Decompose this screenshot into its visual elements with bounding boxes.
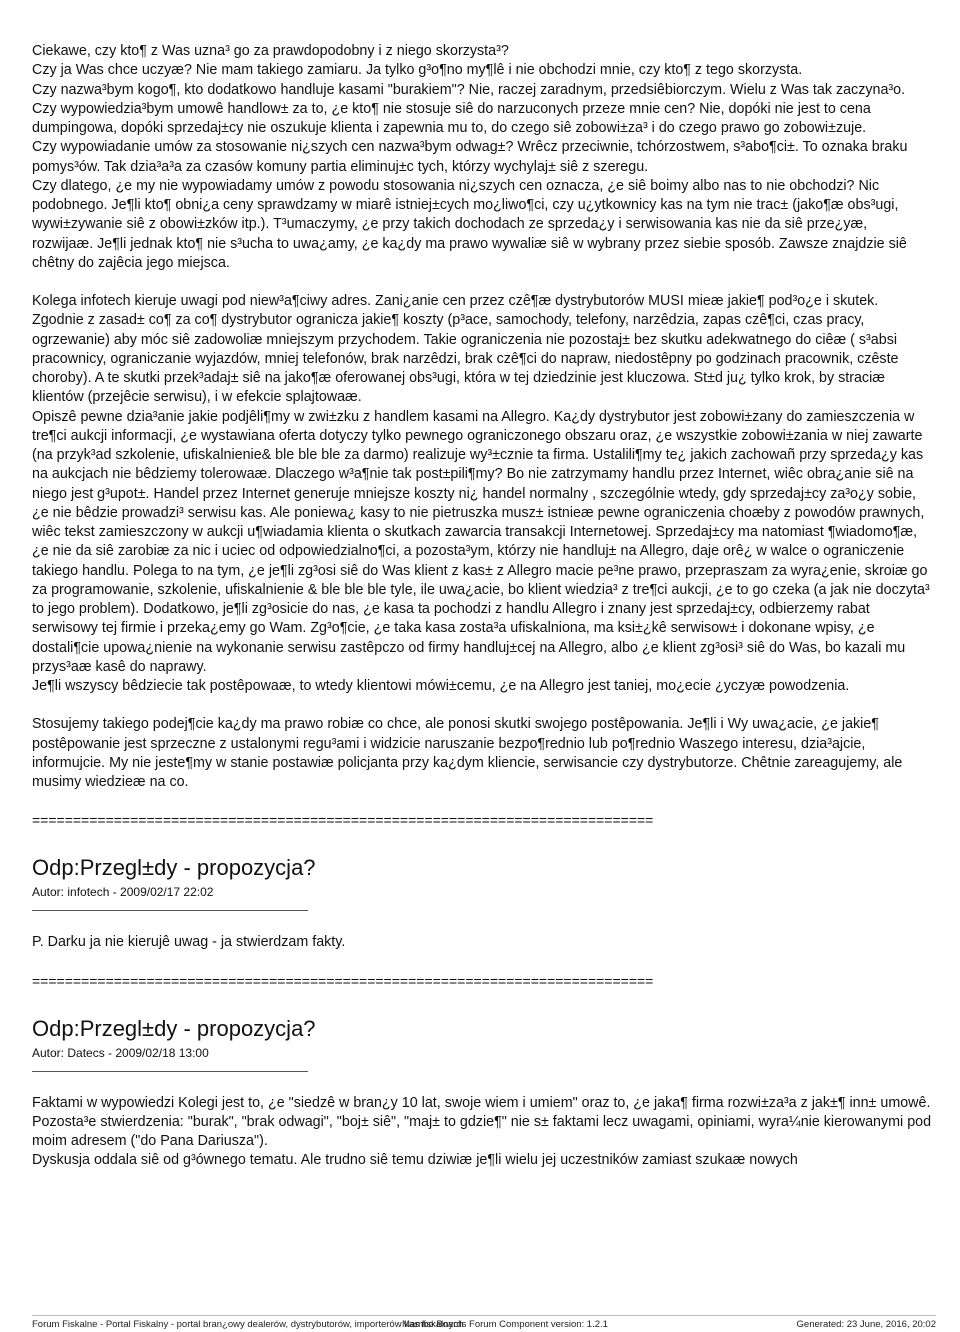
section-2 — [32, 292, 932, 696]
paragraph: Kolega infotech kieruje uwagi pod niew³a¶ciwy adres. Zani¿anie cen przez czê¶æ dystrybutorów MUSI mieæ jakie¶ pod³o¿e i skutek. Zgodnie z zasad± co¶ za co¶ dystrybutor ogranicza jakie¶ koszty (p³ace, samochody, telefony, narzêdzia, zapas czê¶ci, czas pracy, ogrzewanie) aby móc siê zadowoliæ mniejszym przychodem. Takie ograniczenia nie pozostaj± bez skutku adekwatnego do ciêæ ( s³absi pracownicy, ograniczanie wyjazdów, mniej telefonów, brak narzêdzi, brak czê¶ci do napraw, niedostêpny po godzinach pracownik, czêste choroby). A te skutki przek³adaj± siê na jako¶æ oferowanej obs³ugi, która w tej dziedzinie jest kluczowa. St±d ju¿ tylko krok, by straciæ klientów (przejêcie serwisu), i w efekcie splajtowaæ. — [32, 293, 899, 406]
post-meta: Autor: infotech - 2009/02/17 22:02 — [32, 885, 214, 900]
paragraph: Czy nazwa³bym kogo¶, kto dodatkowo handluje kasami "burakiem"? Nie, raczej zaradnym, przedsiêbiorczym. Wielu z Was tak zaczyna³o. — [32, 81, 906, 98]
paragraph: Stosujemy takiego podej¶cie ka¿dy ma prawo robiæ co chce, ale ponosi skutki swojego postêpowania. Je¶li i Wy uwa¿acie, ¿e jakie¶ postêpowanie jest sprzeczne z ustalonymi regu³ami i widzicie naruszanie bezpo¶rednio lub po¶rednio Waszego interesu, dzia³ajcie, informujcie. My nie jeste¶my w stanie postawiæ policjanta przy ka¿dym kliencie, serwisancie czy dystrybutorze. Chêtnie zareagujemy, ale musimy wiedzieæ na co. — [32, 716, 903, 790]
meta-divider — [32, 1071, 308, 1072]
paragraph: Opiszê pewne dzia³anie jakie podjêli¶my w zwi±zku z handlem kasami na Allegro. Ka¿dy dystrybutor jest zobowi±zany do zamieszczenia w tre¶ci aukcji informacji, ¿e wystawiana oferta dotyczy tylko pewnego ograniczonego obszaru oraz, ¿e wszystkie zobowi±zania w niej zawarte (na przyk³ad szkolenie, ufiskalnienie& ble ble ble za darmo) realizuje wy³±cznie ta firma. Ustalili¶my te¿ jakich zachowañ przy sprzeda¿y kas na aukcjach nie bêdziemy tolerowaæ. Dlaczego w³a¶nie tak post±pili¶my? Bo nie zatrzymamy handlu przez Internet, wiêc obra¿anie siê na niego jest g³upot±. Handel przez Internet generuje mniejsze koszty ni¿ handel normalny , szczególnie wtedy, gdy sprzedaj±cy za³o¿y sobie, ¿e nie bêdzie prowadzi³ serwisu kas. Ale poniewa¿ kasy to nie pietruszka musz± istnieæ pewne ograniczenia choæby z powodów prawnych, wiêc tekst zamieszczony w aukcji u¶wiadamia klienta o skutkach zawarcia transakcji Internetowej. Sprzedaj±cy ma natomiast ¶wiadomo¶æ, ¿e nie da siê zarobiæ za nic i uciec od odpowiedzialno¶ci, a pozosta³ym, którzy nie handluj± na Allegro, daje orê¿ w walce o ograniczenie takiego handlu. Polega to na tym, ¿e je¶li zg³osi siê do Was klient z kas± z Allegro macie pe³ne prawo, przepraszam za wyra¿enie, skroiæ go za programowanie, szkolenie, ufiskalnienie & ble ble ble tyle, ile uwa¿acie, bo klient wiedzia³ z tre¶ci aukcji, ¿e to go czeka (a jak nie doczyta³ to jego problem). Dodatkowo, je¶li zg³osicie do nas, ¿e kasa ta pochodzi z handlu Allegro i znany jest sprzedaj±cy, odbierzemy rabat serwisowy tej firmie i przeka¿emy go Wam. Zg³o¶cie, ¿e taka kasa zosta³a ufiskalniona, ma ksi±¿kê serwisow± i dokonane wpisy, ¿e dostali¶cie upowa¿nienie na wykonanie serwisu zastêpczo od firmy handluj±cej na Allegro, albo ¿e klient zg³osi³ siê do Was, bo kazali mu przys³aæ kasê do naprawy. — [32, 408, 930, 675]
section-3 — [32, 715, 932, 792]
meta-divider — [32, 910, 308, 911]
page-footer — [32, 1318, 936, 1332]
paragraph: Ciekawe, czy kto¶ z Was uzna³ go za prawdopodobny i z niego skorzysta³? — [32, 43, 509, 59]
paragraph: Je¶li wszyscy bêdziecie tak postêpowaæ, to wtedy klientowi mówi±cemu, ¿e na Allegro jest taniej, mo¿ecie ¿yczyæ powodzenia. — [32, 678, 850, 694]
paragraph: Czy wypowiedzia³bym umowê handlow± za to, ¿e kto¶ nie stosuje siê do narzuconych przeze mnie cen? Nie, dopóki nie jest to cena dumpingowa, dopóki sprzedaj±cy nie oszukuje klienta i zapewnia mu to, do czego siê zobowi±za³ i do czego prawo go zobowi±zuje. — [32, 100, 871, 136]
footer-divider — [32, 1315, 936, 1316]
separator: ============================================================================ — [32, 812, 654, 829]
post — [32, 1016, 932, 1171]
document-body — [32, 42, 932, 1171]
post — [32, 855, 932, 952]
footer-site-name: Forum Fiskalne - Portal Fiskalny - portal bran¿owy dealerów, dystrybutorów, importerów kas fiskalnych — [32, 1319, 464, 1330]
paragraph: Czy ja Was chce uczyæ? Nie mam takiego zamiaru. Ja tylko g³o¶no my¶lê i nie obchodzi mnie, czy kto¶ z tego skorzysta. — [32, 62, 803, 79]
footer-component-version: Mambo Boards Forum Component version: 1.2.1 — [402, 1319, 608, 1330]
paragraph: Czy wypowiadanie umów za stosowanie ni¿szych cen nazwa³bym odwag±? Wrêcz przeciwnie, tchórzostwem, s³abo¶ci±. To oznaka braku pomys³ów. Tak dzia³a³a za czasów komuny partia eliminuj±c tych, którzy wychylaj± siê z szeregu. — [32, 139, 908, 175]
paragraph: Faktami w wypowiedzi Kolegi jest to, ¿e "siedzê w bran¿y 10 lat, swoje wiem i umiem" oraz to, ¿e jaka¶ firma rozwi±za³a z jak±¶ inn± umowê. Pozosta³e stwierdzenia: "burak", "brak odwagi", "boj± siê", "maj± to gdzie¶" nie s± faktami lecz uwagami, opiniami, wyra¼nie kierowanymi pod moim adresem ("do Pana Dariusza"). — [32, 1094, 932, 1149]
post-meta: Autor: Datecs - 2009/02/18 13:00 — [32, 1045, 209, 1060]
post-title: Odp:Przegl±dy - propozycja? — [32, 855, 316, 881]
paragraph: Dyskusja oddala siê od g³ównego tematu. Ale trudno siê temu dziwiæ je¶li wielu jej uczestników zamiast szukaæ nowych — [32, 1152, 798, 1169]
paragraph: P. Darku ja nie kierujê uwag - ja stwierdzam fakty. — [32, 934, 346, 951]
paragraph: Czy dlatego, ¿e my nie wypowiadamy umów z powodu stosowania ni¿szych cen oznacza, ¿e siê boimy albo nas to nie obchodzi? Nic podobnego. Je¶li kto¶ obni¿a ceny sprawdzamy w miarê istniej±cych mo¿liwo¶ci, czy u¿ytkownicy kas na tym nie trac± (jako¶æ obs³ugi, wywi±zywanie siê z obowi±zków itp.). T³umaczymy, ¿e przy takich dochodach ze sprzeda¿y i serwisowania kas nie da siê prze¿yæ, rozwijaæ. Je¶li jednak kto¶ nie s³ucha to uwa¿amy, ¿e ka¿dy ma prawo wywaliæ siê w wybrany przez siebie sposób. Zawsze znajdzie siê chêtny do zajêcia jego miejsca. — [32, 177, 907, 271]
footer-generated-date: Generated: 23 June, 2016, 20:02 — [796, 1319, 936, 1330]
post-title: Odp:Przegl±dy - propozycja? — [32, 1015, 316, 1041]
section-1 — [32, 42, 932, 273]
separator: ============================================================================ — [32, 972, 654, 989]
